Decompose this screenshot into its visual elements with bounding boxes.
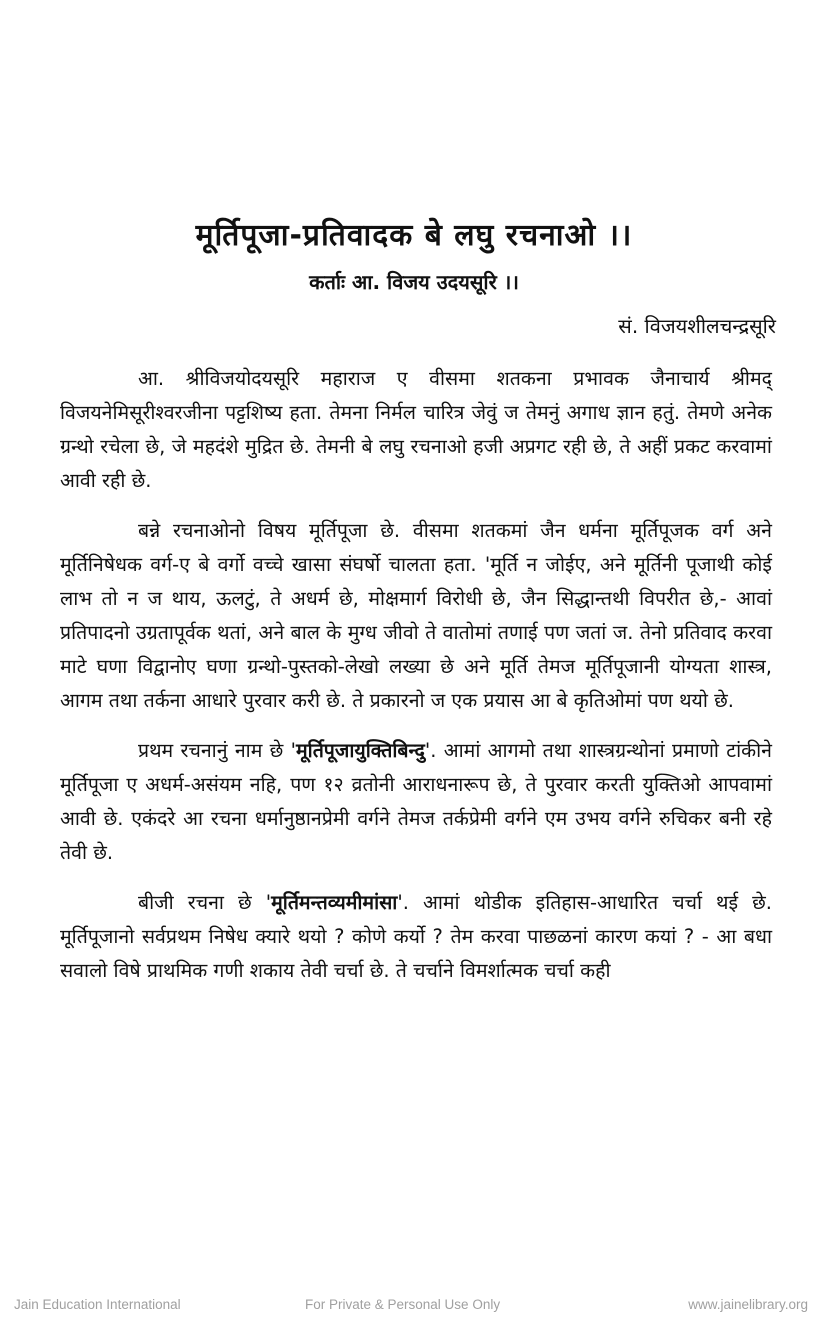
editor-line: सं. विजयशीलचन्द्रसूरि (618, 314, 776, 338)
paragraph-first-work (60, 734, 772, 870)
text-after: '. आमां आगमो तथा शास्त्रग्रन्थोनां प्रमाणो टांकीने मूर्तिपूजा ए अधर्म-असंयम नहि, पण १२ व्रतोनी आराधनारूप छे, ते पुरवार करती युक्तिओ आपवामां आवी छे. एकंदरे आ रचना धर्मानुष्ठानप्रेमी वर्गने तेमज तर्कप्रेमी वर्गने एम उभय वर्गने रुचिकर बनी रहे तेवी छे. (60, 739, 772, 864)
footer-usage-note: For Private & Personal Use Only (305, 1297, 501, 1312)
page-title: मूर्तिपूजा-प्रतिवादक बे लघु रचनाओ ।। (195, 218, 633, 253)
text-before: प्रथम रचनानुं नाम छे ' (138, 739, 296, 762)
paragraph-intro: आ. श्रीविजयोदयसूरि महाराज ए वीसमा शतकना प्रभावक जैनाचार्य श्रीमद् विजयनेमिसूरीश्वरजीना पट्टशिष्य हता. तेमना निर्मल चारित्र जेवुं ज तेमनुं अगाध ज्ञान हतुं. तेमणे अनेक ग्रन्थो रचेला छे, जे महदंशे मुद्रित छे. तेमनी बे लघु रचनाओ हजी अप्रगट रही छे, ते अहीं प्रकट करवामां आवी रही छे. (60, 367, 772, 492)
work-title-bold: मूर्तिपूजायुक्तिबिन्दु (295, 739, 425, 762)
work-title-bold: मूर्तिमन्तव्यमीमांसा (271, 891, 398, 914)
body-text (60, 362, 772, 1004)
paragraph-subject: बन्ने रचनाओनो विषय मूर्तिपूजा छे. वीसमा शतकमां जैन धर्मना मूर्तिपूजक वर्ग अने मूर्तिनिषेधक वर्ग-ए बे वर्गो वच्चे खासा संघर्षो चालता हता. 'मूर्ति न जोईए, अने मूर्तिनी पूजाथी कोई लाभ तो न ज थाय, ऊलटुं, ते अधर्म छे, मोक्षमार्ग विरोधी छे, जैन सिद्धान्तथी विपरीत छे,- आवां प्रतिपादनो उग्रतापूर्वक थतां, अने बाल के मुग्ध जीवो ते वातोमां तणाई पण जतां ज. तेनो प्रतिवाद करवा माटे घणा विद्वानोए घणा ग्रन्थो-पुस्तको-लेखो लख्या छे अने मूर्ति तेमज मूर्तिपूजानी योग्यता शास्त्र, आगम तथा तर्कना आधारे पुरवार करी छे. ते प्रकारनो ज एक प्रयास आ बे कृतिओमां पण थयो छे. (60, 519, 772, 712)
text-after: '. आमां थोडीक इतिहास-आधारित चर्चा थई छे. मूर्तिपूजानो सर्वप्रथम निषेध क्यारे थयो ? कोणे कर्यो ? तेम करवा पाछळनां कारण कयां ? - आ बधा सवालो विषे प्राथमिक गणी शकाय तेवी चर्चा छे. ते चर्चाने विमर्शात्मक चर्चा कही (60, 891, 772, 982)
paragraph-second-work (60, 886, 772, 988)
text-before: बीजी रचना छे ' (138, 891, 272, 914)
author-line: कर्ताः आ. विजय उदयसूरि ।। (309, 270, 519, 294)
page-footer (0, 1297, 828, 1317)
footer-publisher: Jain Education International (14, 1297, 181, 1312)
footer-website: www.jainelibrary.org (688, 1297, 808, 1312)
